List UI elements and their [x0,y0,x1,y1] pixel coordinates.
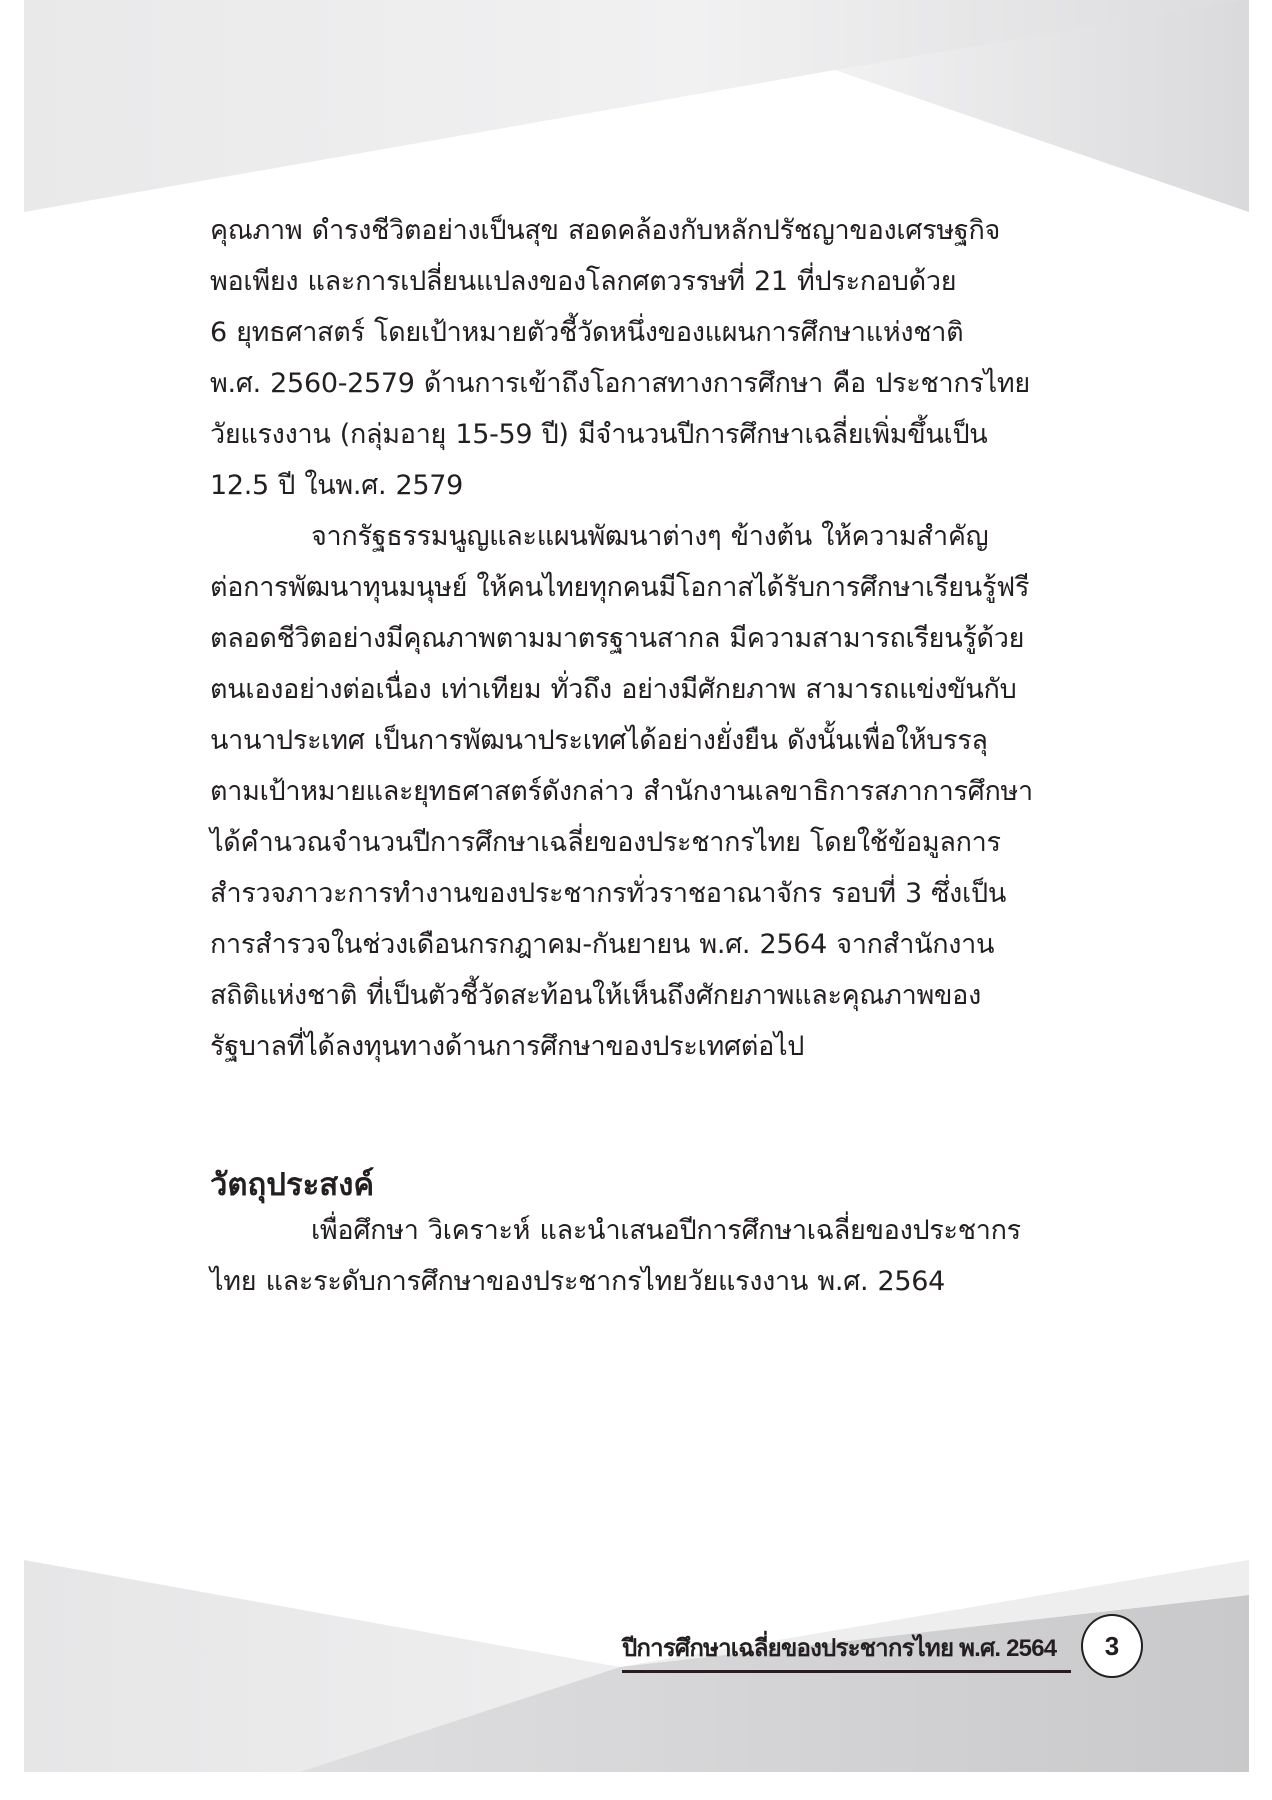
text-line: 12.5 ปี ในพ.ศ. 2579 [210,470,464,501]
objectives-paragraph [210,1205,1090,1307]
text-line: ตลอดชีวิตอย่างมีคุณภาพตามมาตรฐานสากล มีความสามารถเรียนรู้ด้วย [210,623,1025,654]
text-line: ตนเองอย่างต่อเนื่อง เท่าเทียม ทั่วถึง อย่างมีศักยภาพ สามารถแข่งขันกับ [210,674,1017,705]
footer-underline [622,1670,1071,1673]
paragraph-1 [210,205,1090,511]
text-line: ต่อการพัฒนาทุนมนุษย์ ให้คนไทยทุกคนมีโอกาสได้รับการศึกษาเรียนรู้ฟรี [210,572,1030,603]
text-line: เพื่อศึกษา วิเคราะห์ และนำเสนอปีการศึกษาเฉลี่ยของประชากร [311,1215,1021,1246]
text-line: การสำรวจในช่วงเดือนกรกฎาคม-กันยายน พ.ศ. 2564 จากสำนักงาน [210,929,995,960]
text-line: รัฐบาลที่ได้ลงทุนทางด้านการศึกษาของประเทศต่อไป [210,1031,805,1062]
text-line: จากรัฐธรรมนูญและแผนพัฒนาต่างๆ ข้างต้น ให้ความสำคัญ [311,521,989,552]
text-line: ได้คำนวณจำนวนปีการศึกษาเฉลี่ยของประชากรไทย โดยใช้ข้อมูลการ [210,827,1001,858]
text-line: นานาประเทศ เป็นการพัฒนาประเทศได้อย่างยั่งยืน ดังนั้นเพื่อให้บรรลุ [210,725,988,756]
text-line: พอเพียง และการเปลี่ยนแปลงของโลกศตวรรษที่ 21 ที่ประกอบด้วย [210,266,957,297]
text-line: สำรวจภาวะการทำงานของประชากรทั่วราชอาณาจักร รอบที่ 3 ซึ่งเป็น [210,878,1006,909]
text-line: 6 ยุทธศาสตร์ โดยเป้าหมายตัวชี้วัดหนึ่งของแผนการศึกษาแห่งชาติ [210,317,964,348]
body-text [210,205,1090,1072]
text-line: สถิติแห่งชาติ ที่เป็นตัวชี้วัดสะท้อนให้เห็นถึงศักยภาพและคุณภาพของ [210,980,981,1011]
text-line: วัยแรงงาน (กลุ่มอายุ 15-59 ปี) มีจำนวนปีการศึกษาเฉลี่ยเพิ่มขึ้นเป็น [210,419,988,450]
page-number-badge [1081,1614,1143,1678]
text-line: ตามเป้าหมายและยุทธศาสตร์ดังกล่าว สำนักงานเลขาธิการสภาการศึกษา [210,776,1033,807]
page-number: 3 [1104,1630,1120,1661]
text-line: คุณภาพ ดำรงชีวิตอย่างเป็นสุข สอดคล้องกับหลักปรัชญาของเศรษฐกิจ [210,215,1001,246]
section-heading-objectives: วัตถุประสงค์ [210,1167,375,1203]
paragraph-2 [210,511,1090,1072]
objectives-text [210,1205,1090,1307]
running-footer-title: ปีการศึกษาเฉลี่ยของประชากรไทย พ.ศ. 2564 [622,1635,1057,1662]
text-line: พ.ศ. 2560-2579 ด้านการเข้าถึงโอกาสทางการศึกษา คือ ประชากรไทย [210,368,1030,399]
text-line: ไทย และระดับการศึกษาของประชากรไทยวัยแรงงาน พ.ศ. 2564 [210,1266,946,1297]
